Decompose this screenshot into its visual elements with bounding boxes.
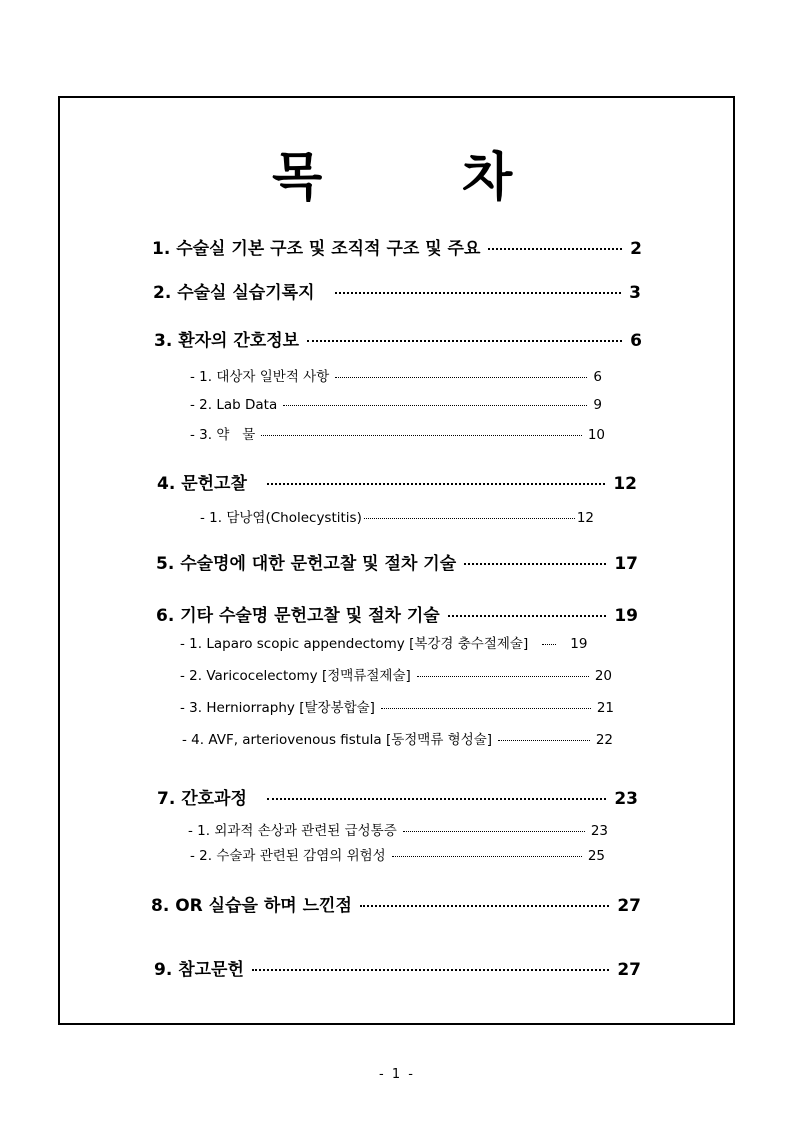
toc-entry-label: - 2. Lab Data xyxy=(190,397,278,413)
toc-subentry-6-3[interactable] xyxy=(180,698,614,718)
dot-leader xyxy=(335,292,622,294)
toc-entry-5[interactable] xyxy=(156,551,638,577)
toc-entry-2[interactable] xyxy=(153,280,641,306)
toc-entry-label: 2. 수술실 실습기록지 xyxy=(153,283,315,303)
dot-leader xyxy=(488,248,622,250)
toc-entry-page: 6 xyxy=(593,369,602,385)
page-number: - 1 - xyxy=(379,1067,415,1082)
toc-entry-1[interactable] xyxy=(152,236,642,262)
toc-entry-page: 25 xyxy=(587,848,605,864)
toc-entry-8[interactable] xyxy=(151,893,641,919)
toc-entry-3[interactable] xyxy=(154,328,642,354)
dot-leader xyxy=(252,969,609,971)
dot-leader xyxy=(464,563,606,565)
toc-entry-label: 6. 기타 수술명 문헌고찰 및 절차 기술 xyxy=(156,606,440,626)
title-char-1: 목 xyxy=(272,148,323,208)
dot-leader xyxy=(261,435,582,436)
toc-entry-page: 2 xyxy=(630,239,642,259)
dot-leader xyxy=(267,798,606,800)
toc-entry-label: - 1. 외과적 손상과 관련된 급성통증 xyxy=(188,823,397,839)
toc-entry-page: 21 xyxy=(596,700,614,716)
toc-entry-label: - 3. 약 물 xyxy=(190,427,256,443)
toc-subentry-6-1[interactable] xyxy=(180,634,615,654)
toc-entry-label: - 1. Laparo scopic appendectomy [복강경 충수절제술] xyxy=(180,636,529,652)
dot-leader xyxy=(307,340,622,342)
toc-entry-label: 9. 참고문헌 xyxy=(154,960,244,980)
toc-entry-page: 27 xyxy=(617,960,641,980)
toc-entry-page: 3 xyxy=(629,283,641,303)
toc-entry-page: 27 xyxy=(617,896,641,916)
toc-entry-label: - 2. Varicocelectomy [정맥류절제술] xyxy=(180,668,411,684)
toc-subentry-7-2[interactable] xyxy=(190,846,605,866)
toc-entry-page: 6 xyxy=(630,331,642,351)
toc-entry-label: 7. 간호과정 xyxy=(157,789,247,809)
toc-entry-page: 20 xyxy=(594,668,612,684)
toc-entry-label: 1. 수술실 기본 구조 및 조직적 구조 및 주요 xyxy=(152,239,481,259)
toc-entry-4[interactable] xyxy=(157,471,637,497)
toc-subentry-3-2[interactable] xyxy=(190,395,602,415)
toc-subentry-6-2[interactable] xyxy=(180,666,612,686)
toc-entry-label: - 3. Herniorraphy [탈장봉합술] xyxy=(180,700,375,716)
toc-entry-page: 23 xyxy=(614,789,638,809)
dot-leader xyxy=(267,483,605,485)
toc-entry-page: 19 xyxy=(570,636,588,652)
dot-leader xyxy=(364,518,575,519)
toc-entry-label: - 4. AVF, arteriovenous fistula [동정맥류 형성술] xyxy=(182,732,493,748)
dot-leader xyxy=(448,615,607,617)
dot-leader xyxy=(283,405,587,406)
toc-entry-page: 12 xyxy=(613,474,637,494)
title-char-2: 차 xyxy=(462,148,513,208)
toc-entry-label: - 1. 담낭염(Cholecystitis) xyxy=(200,510,362,526)
dot-leader xyxy=(335,377,587,378)
toc-entry-9[interactable] xyxy=(154,957,641,983)
toc-entry-7[interactable] xyxy=(157,786,638,812)
toc-entry-label: - 2. 수술과 관련된 감염의 위험성 xyxy=(190,848,386,864)
toc-subentry-7-1[interactable] xyxy=(188,821,608,841)
page-title xyxy=(0,143,794,213)
toc-subentry-3-3[interactable] xyxy=(190,425,605,445)
toc-entry-page: 23 xyxy=(590,823,608,839)
dot-leader xyxy=(498,740,590,741)
toc-entry-label: 8. OR 실습을 하며 느낀점 xyxy=(151,896,352,916)
toc-entry-label: 4. 문헌고찰 xyxy=(157,474,247,494)
toc-subentry-4-1[interactable] xyxy=(200,508,594,528)
dot-leader xyxy=(360,905,609,907)
toc-entry-label: - 1. 대상자 일반적 사항 xyxy=(190,369,330,385)
toc-entry-page: 9 xyxy=(593,397,602,413)
toc-entry-page: 10 xyxy=(587,427,605,443)
dot-leader xyxy=(417,676,589,677)
toc-entry-label: 3. 환자의 간호정보 xyxy=(154,331,300,351)
toc-entry-page: 12 xyxy=(576,510,594,526)
dot-leader xyxy=(542,644,556,645)
toc-entry-page: 22 xyxy=(595,732,613,748)
toc-entry-6[interactable] xyxy=(156,603,638,629)
dot-leader xyxy=(403,831,585,832)
toc-entry-page: 19 xyxy=(614,606,638,626)
toc-entry-page: 17 xyxy=(614,554,638,574)
toc-subentry-3-1[interactable] xyxy=(190,367,602,387)
dot-leader xyxy=(392,856,582,857)
toc-subentry-6-4[interactable] xyxy=(182,730,613,750)
dot-leader xyxy=(381,708,591,709)
toc-entry-label: 5. 수술명에 대한 문헌고찰 및 절차 기술 xyxy=(156,554,457,574)
